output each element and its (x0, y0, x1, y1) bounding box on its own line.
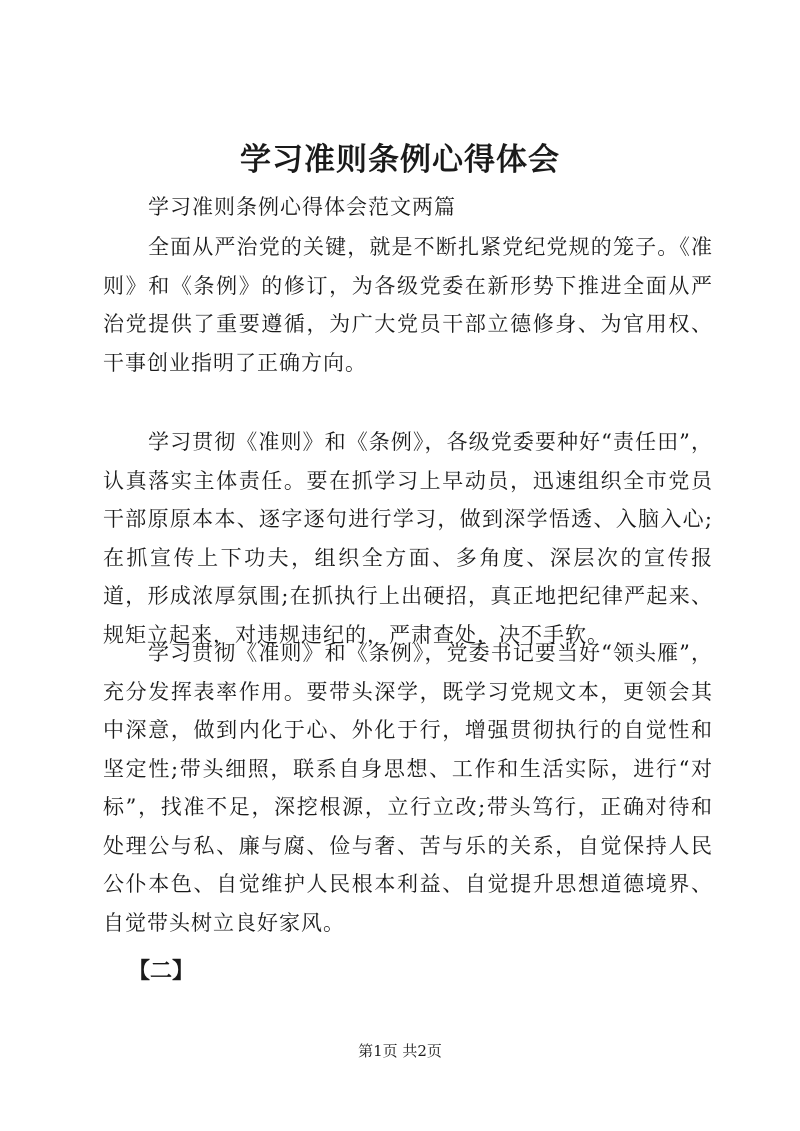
page-footer: 第1页 共2页 (358, 1042, 442, 1060)
document-title: 学习准则条例心得体会 (240, 142, 560, 178)
section-heading: 【二】 (128, 958, 195, 984)
paragraph: 学习贯彻《准则》和《条例》，党委书记要当好“领头雁”，充分发挥表率作用。要带头深学，既学习党规文本，更领会其中深意，做到内化于心、外化于行，增强贯彻执行的自觉性和坚定性;带头细照，联系自身思想、工作和生活实际，进行“对标”，找准不足，深挖根源，立行立改;带头笃行，正确对待和处理公与私、廉与腐、俭与奢、苦与乐的关系，自觉保持人民公仆本色、自觉维护人民根本利益、自觉提升思想道德境界、自觉带头树立良好家风。 (103, 641, 713, 935)
document-subtitle: 学习准则条例心得体会范文两篇 (148, 195, 456, 219)
paragraph: 全面从严治党的关键，就是不断扎紧党纪党规的笼子。《准则》和《条例》的修订，为各级党委在新形势下推进全面从严治党提供了重要遵循，为广大党员干部立德修身、为官用权、干事创业指明了正确方向。 (103, 235, 713, 375)
paragraph: 学习贯彻《准则》和《条例》，各级党委要种好“责任田”，认真落实主体责任。要在抓学习上早动员，迅速组织全市党员干部原原本本、逐字逐句进行学习，做到深学悟透、入脑入心;在抓宣传上下功夫，组织全方面、多角度、深层次的宣传报道，形成浓厚氛围;在抓执行上出硬招，真正地把纪律严起来、规矩立起来，对违规违纪的，严肃查处，决不手软。 (103, 430, 713, 647)
